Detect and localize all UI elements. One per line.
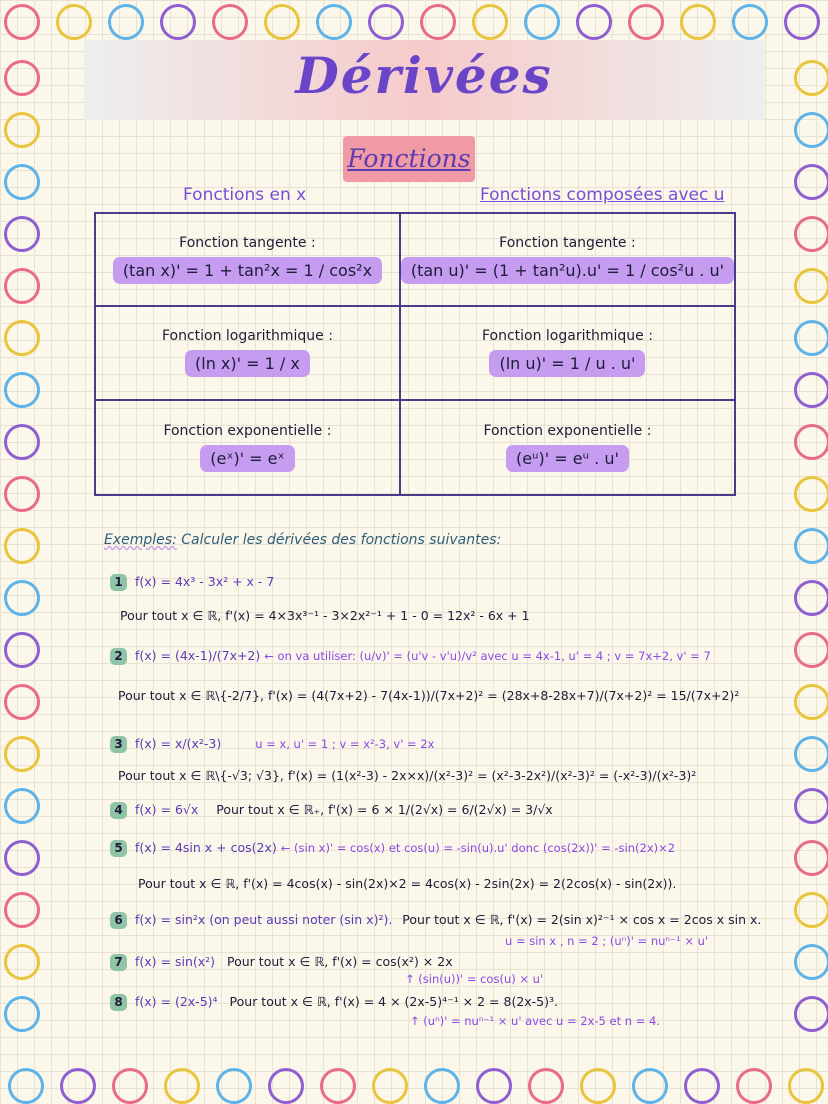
example-function: f(x) = sin(x²) (134, 954, 216, 969)
example-note: ← on va utiliser: (u/v)' = (u'v - v'u)/v² avec u = 4x-1, u' = 4 ; v = 7x+2, v' = 7 (264, 649, 711, 663)
example-function: f(x) = 4sin x + cos(2x) (134, 840, 277, 855)
decorative-ring (4, 372, 40, 408)
decorative-ring (160, 4, 196, 40)
decorative-ring (794, 268, 828, 304)
decorative-ring (212, 4, 248, 40)
decorative-ring (372, 1068, 408, 1104)
cell-label: Fonction exponentielle : (483, 422, 652, 439)
decorative-ring (794, 788, 828, 824)
decorative-ring (794, 528, 828, 564)
cell-label: Fonction tangente : (499, 235, 636, 252)
decorative-ring (736, 1068, 772, 1104)
examples-heading-text: Calculer les dérivées des fonctions suivantes: (181, 532, 502, 548)
decorative-ring (528, 1068, 564, 1104)
examples-heading (104, 532, 794, 548)
decorative-ring (680, 4, 716, 40)
decorative-ring (420, 4, 456, 40)
example-number: 7 (110, 954, 127, 971)
example-6-note: u = sin x , n = 2 ; (uⁿ)' = nuⁿ⁻¹ × u' (505, 934, 709, 948)
decorative-ring (794, 372, 828, 408)
table-cell (401, 307, 734, 400)
decorative-ring (794, 840, 828, 876)
example-derivative: Pour tout x ∈ ℝ, f'(x) = cos(x²) × 2x (227, 954, 453, 969)
decorative-ring (112, 1068, 148, 1104)
decorative-ring (8, 1068, 44, 1104)
example-6 (110, 912, 761, 929)
decorative-ring (684, 1068, 720, 1104)
decorative-ring (4, 788, 40, 824)
examples-heading-prefix: Exemples: (104, 532, 177, 548)
example-number: 3 (110, 736, 127, 753)
example-1-derivative: Pour tout x ∈ ℝ, f'(x) = 4×3x³⁻¹ - 3×2x²⁻¹ + 1 - 0 = 12x² - 6x + 1 (120, 608, 530, 623)
decorative-ring (108, 4, 144, 40)
decorative-ring (794, 996, 828, 1032)
example-number: 1 (110, 574, 127, 591)
formula: (tan x)' = 1 + tan²x = 1 / cos²x (113, 257, 382, 284)
decorative-ring (164, 1068, 200, 1104)
example-3-derivative: Pour tout x ∈ ℝ\{-√3; √3}, f'(x) = (1(x²-3) - 2x×x)/(x²-3)² = (x²-3-2x²)/(x²-3)² = (-x²-3)/(x²-3)² (118, 768, 697, 783)
example-number: 6 (110, 912, 127, 929)
formula-table (94, 212, 736, 496)
title-banner (84, 40, 764, 120)
example-function: f(x) = 6√x (134, 802, 199, 817)
decorative-ring (794, 736, 828, 772)
example-note: u = x, u' = 1 ; v = x²-3, v' = 2x (255, 737, 435, 751)
decorative-ring (320, 1068, 356, 1104)
decorative-ring (576, 4, 612, 40)
decorative-ring (794, 60, 828, 96)
example-function: f(x) = x/(x²-3) (134, 736, 222, 751)
example-3 (110, 736, 434, 753)
example-4 (110, 802, 553, 819)
cell-label: Fonction tangente : (179, 235, 316, 252)
cell-label: Fonction exponentielle : (163, 422, 332, 439)
table-cell (401, 214, 734, 307)
decorative-ring (784, 4, 820, 40)
decorative-ring (580, 1068, 616, 1104)
decorative-ring (60, 1068, 96, 1104)
decorative-ring (794, 580, 828, 616)
examples-section (104, 532, 794, 548)
formula: (ln u)' = 1 / u . u' (489, 350, 645, 377)
table-cell (96, 214, 401, 307)
decorative-ring (628, 4, 664, 40)
decorative-ring (4, 476, 40, 512)
cell-label: Fonction logarithmique : (161, 328, 333, 345)
cell-label: Fonction logarithmique : (481, 328, 653, 345)
decorative-ring (4, 736, 40, 772)
example-2 (110, 648, 711, 665)
decorative-ring (476, 1068, 512, 1104)
decorative-ring (732, 4, 768, 40)
decorative-ring (788, 1068, 824, 1104)
decorative-ring (524, 4, 560, 40)
example-function: f(x) = 4x³ - 3x² + x - 7 (134, 574, 275, 589)
example-number: 8 (110, 994, 127, 1011)
example-1 (110, 574, 274, 591)
decorative-ring (4, 632, 40, 668)
example-5 (110, 840, 675, 857)
table-cell (96, 401, 401, 494)
example-note: ← (sin x)' = cos(x) et cos(u) = -sin(u).u' donc (cos(2x))' = -sin(2x)×2 (280, 841, 676, 855)
decorative-ring (56, 4, 92, 40)
decorative-ring (794, 320, 828, 356)
decorative-ring (794, 684, 828, 720)
decorative-ring (794, 632, 828, 668)
example-function: f(x) = (2x-5)⁴ (134, 994, 218, 1009)
example-5-derivative: Pour tout x ∈ ℝ, f'(x) = 4cos(x) - sin(2x)×2 = 4cos(x) - 2sin(2x) = 2(2cos(x) - sin(2x)). (138, 876, 677, 891)
example-derivative: Pour tout x ∈ ℝ, f'(x) = 4 × (2x-5)⁴⁻¹ × 2 = 8(2x-5)³. (229, 994, 558, 1009)
section-title: Fonctions (343, 136, 475, 182)
decorative-ring (4, 164, 40, 200)
decorative-ring (794, 944, 828, 980)
example-2-derivative: Pour tout x ∈ ℝ\{-2/7}, f'(x) = (4(7x+2) - 7(4x-1))/(7x+2)² = (28x+8-28x+7)/(7x+2)² = 15/(7x+2)² (118, 688, 740, 703)
decorative-ring (794, 476, 828, 512)
column-heading-right: Fonctions composées avec u (480, 185, 725, 205)
example-number: 2 (110, 648, 127, 665)
decorative-ring (632, 1068, 668, 1104)
decorative-ring (264, 4, 300, 40)
formula: (ln x)' = 1 / x (185, 350, 310, 377)
decorative-ring (4, 944, 40, 980)
example-function: f(x) = sin²x (on peut aussi noter (sin x)²). (134, 912, 393, 927)
decorative-ring (794, 112, 828, 148)
decorative-ring (794, 892, 828, 928)
example-8 (110, 994, 558, 1011)
decorative-ring (4, 996, 40, 1032)
decorative-ring (4, 840, 40, 876)
decorative-ring (4, 892, 40, 928)
decorative-ring (4, 424, 40, 460)
example-derivative: Pour tout x ∈ ℝ₊, f'(x) = 6 × 1/(2√x) = 6/(2√x) = 3/√x (216, 802, 553, 817)
decorative-ring (368, 4, 404, 40)
formula: (tan u)' = (1 + tan²u).u' = 1 / cos²u . u' (401, 257, 734, 284)
decorative-ring (794, 164, 828, 200)
table-cell (96, 307, 401, 400)
example-7 (110, 954, 453, 971)
example-number: 5 (110, 840, 127, 857)
formula: (eˣ)' = eˣ (200, 445, 294, 472)
example-number: 4 (110, 802, 127, 819)
formula: (eᵘ)' = eᵘ . u' (506, 445, 629, 472)
example-8-note: ↑ (uⁿ)' = nuⁿ⁻¹ × u' avec u = 2x-5 et n = 4. (410, 1014, 660, 1028)
decorative-ring (4, 4, 40, 40)
decorative-ring (794, 216, 828, 252)
column-heading-left: Fonctions en x (183, 185, 307, 205)
page-title: Dérivées (295, 46, 553, 105)
decorative-ring (4, 216, 40, 252)
decorative-ring (4, 60, 40, 96)
decorative-ring (268, 1068, 304, 1104)
decorative-ring (4, 580, 40, 616)
decorative-ring (472, 4, 508, 40)
decorative-ring (216, 1068, 252, 1104)
decorative-ring (4, 684, 40, 720)
example-7-note: ↑ (sin(u))' = cos(u) × u' (405, 972, 544, 986)
decorative-ring (424, 1068, 460, 1104)
decorative-ring (794, 424, 828, 460)
table-cell (401, 401, 734, 494)
decorative-ring (4, 320, 40, 356)
decorative-ring (4, 268, 40, 304)
decorative-ring (316, 4, 352, 40)
example-derivative: Pour tout x ∈ ℝ, f'(x) = 2(sin x)²⁻¹ × cos x = 2cos x sin x. (402, 912, 762, 927)
example-function: f(x) = (4x-1)/(7x+2) (134, 648, 261, 663)
decorative-ring (4, 112, 40, 148)
decorative-ring (4, 528, 40, 564)
